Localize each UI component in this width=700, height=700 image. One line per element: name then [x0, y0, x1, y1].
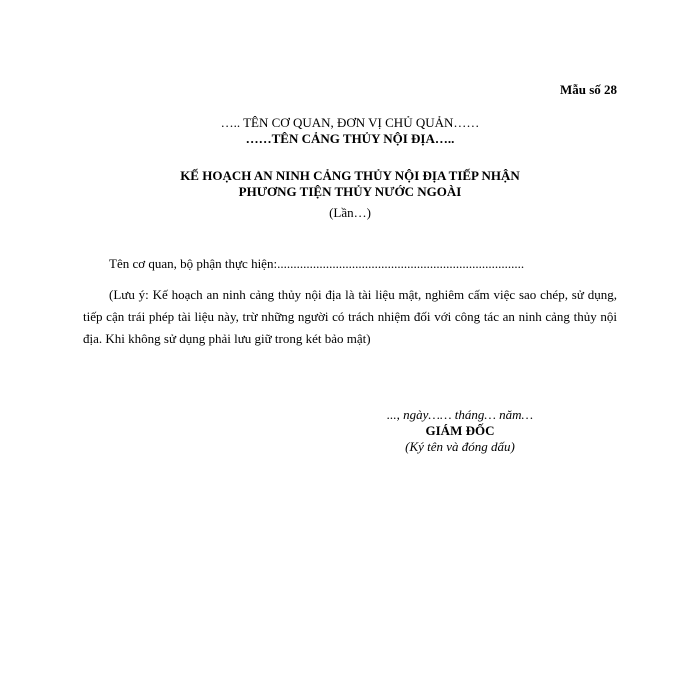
- signature-block: [340, 407, 580, 455]
- confidentiality-note: (Lưu ý: Kế hoạch an ninh cảng thủy nội địa là tài liệu mật, nghiêm cấm việc sao chép, sử dụng, tiếp cận trái phép tài liệu này, trừ những người có trách nhiệm đối với công tác an ninh cảng thủy nội địa. Khi không sử dụng phải lưu giữ trong két bảo mật): [83, 287, 617, 346]
- signature-instruction: (Ký tên và đóng dấu): [405, 439, 515, 454]
- document-body: [83, 256, 617, 350]
- title-line-2: PHƯƠNG TIỆN THỦY NƯỚC NGOÀI: [238, 184, 462, 199]
- revision-line: (Lần…): [329, 205, 371, 220]
- signature-title: GIÁM ĐỐC: [425, 423, 495, 438]
- port-name-line: ……TÊN CẢNG THỦY NỘI ĐỊA…..: [245, 131, 455, 146]
- title-line-1: KẾ HOẠCH AN NINH CẢNG THỦY NỘI ĐỊA TIẾP NHẬN: [180, 168, 520, 183]
- form-number: Mẫu số 28: [559, 82, 617, 97]
- document-title: [0, 168, 700, 221]
- executing-unit-line: Tên cơ quan, bộ phận thực hiện:............................................................................: [109, 256, 525, 271]
- document-header: [0, 115, 700, 147]
- agency-name-line: ….. TÊN CƠ QUAN, ĐƠN VỊ CHỦ QUẢN……: [220, 115, 480, 130]
- signature-date-line: ..., ngày…… tháng… năm…: [386, 407, 534, 422]
